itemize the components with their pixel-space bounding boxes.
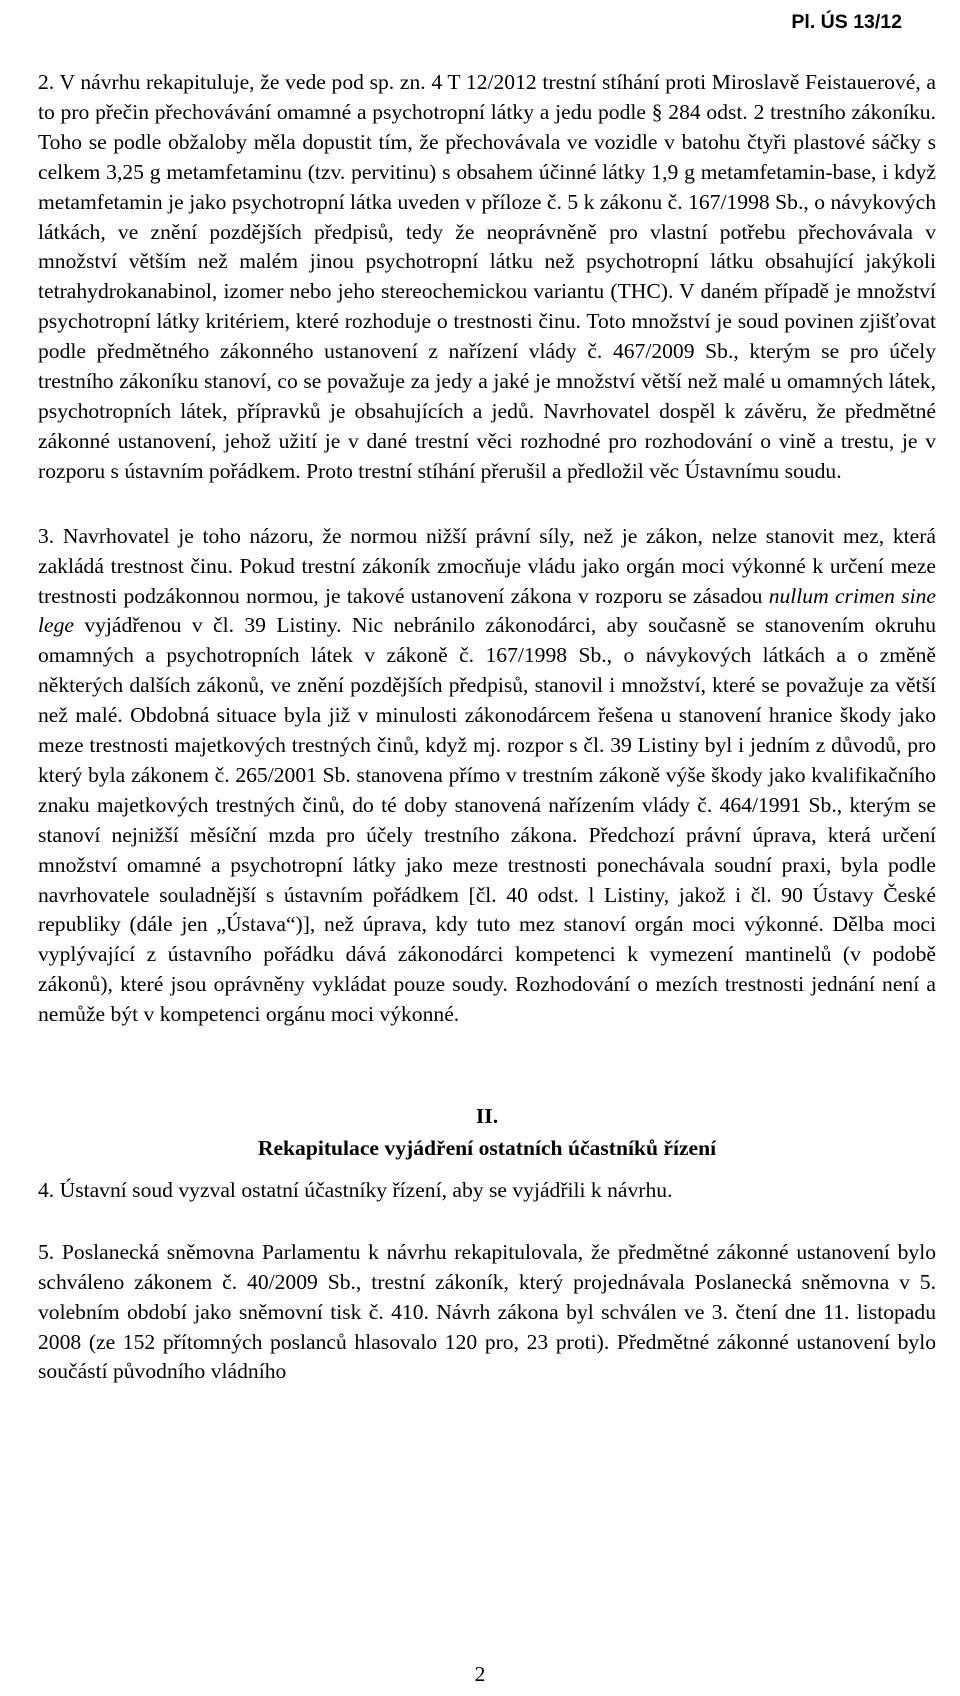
paragraph-5: 5. Poslanecká sněmovna Parlamentu k návrhu rekapitulovala, že předmětné zákonné ustanovení bylo schváleno zákonem č. 40/2009 Sb., trestní zákoník, který projednávala Poslanecká sněmovna v 5. volebním období jako sněmovní tisk č. 410. Návrh zákona byl schválen ve 3. čtení dne 11. listopadu 2008 (ze 152 přítomných poslanců hlasovalo 120 pro, 23 proti). Předmětné zákonné ustanovení bylo součástí původního vládního [38, 1239, 936, 1384]
latin-maxim: nullum crimen sine lege [38, 583, 937, 638]
paragraph-3 [38, 522, 936, 1030]
document-body [38, 68, 936, 1387]
paragraph-3-part-2: vyjádřenou v čl. 39 Listiny. Nic nebránilo zákonodárci, aby současně se stanovením okruhu omamných a psychotropních látek v zákoně č. 167/1998 Sb., o návykových látkách a o změně některých dalších zákonů, ve znění pozdějších předpisů, stanovil i množství, které se považuje za větší než malé. Obdobná situace byla již v minulosti zákonodárcem řešena u stanovení hranice škody jako meze trestnosti majetkových trestných činů, když mj. rozpor s čl. 39 Listiny byl i jedním z důvodů, pro který byla zákonem č. 265/2001 Sb. stanovena přímo v trestním zákoně výše škody jako kvalifikačního znaku majetkových trestných činů, do té doby stanovená nařízením vlády č. 464/1991 Sb., kterým se stanoví nejnižší měsíční mzda pro účely trestního zákona. Předchozí právní úprava, která určení množství omamné a psychotropní látky jako meze trestnosti ponechávala soudní praxi, byla podle navrhovatele souladnější s ústavním pořádkem [čl. 40 odst. l Listiny, jakož i čl. 90 Ústavy České republiky (dále jen „Ústava“)], než úprava, kdy tuto mez stanoví orgán moci výkonné. Dělba moci vyplývající z ústavního pořádku dává zákonodárci kompetenci k vymezení mantinelů (v podobě zákonů), které jsou oprávněny vykládat pouze soudy. Rozhodování o mezích trestnosti jednání není a nemůže být v kompetenci orgánu moci výkonné. [38, 613, 936, 1027]
section-title: Rekapitulace vyjádření ostatních účastníků řízení [257, 1136, 717, 1160]
section-number: II. [475, 1104, 499, 1129]
paragraph-3-part-1: 3. Navrhovatel je toho názoru, že normou nižší právní síly, než je zákon, nelze stanovit mez, která zakládá trestnost činu. Pokud trestní zákoník zmocňuje vládu jako orgán moci výkonné k určení meze trestnosti podzákonnou normou, je takové ustanovení zákona v rozporu se zásadou [38, 523, 936, 608]
case-reference: Pl. ÚS 13/12 [791, 11, 902, 33]
paragraph-2: 2. V návrhu rekapituluje, že vede pod sp. zn. 4 T 12/2012 trestní stíhání proti Miroslavě Feistauerové, a to pro přečin přechovávání omamné a psychotropní látky a jedu podle § 284 odst. 2 trestního zákoníku. Toho se podle obžaloby měla dopustit tím, že přechovávala ve vozidle v batohu čtyři plastové sáčky s celkem 3,25 g metamfetaminu (tzv. pervitinu) s obsahem účinné látky 1,9 g metamfetamin-base, i když metamfetamin je jako psychotropní látka uveden v příloze č. 5 k zákonu č. 167/1998 Sb., o návykových látkách, ve znění pozdějších předpisů, tedy že neoprávněně pro vlastní potřebu přechovávala v množství větším než malém jinou psychotropní látku než psychotropní látku obsahující jakýkoli tetrahydrokanabinol, izomer nebo jeho stereochemickou variantu (THC). V daném případě je množství psychotropní látky kritériem, které rozhoduje o trestnosti činu. Toto množství je soud povinen zjišťovat podle předmětného zákonného ustanovení z nařízení vlády č. 467/2009 Sb., kterým se pro účely trestního zákoníku stanoví, co se považuje za jedy a jaké je množství větší než malé u omamných látek, psychotropních látek, přípravků je obsahujících a jedů. Navrhovatel dospěl k závěru, že předmětné zákonné ustanovení, jehož užití je v dané trestní věci rozhodné pro rozhodování o vině a trestu, je v rozporu s ústavním pořádkem. Proto trestní stíhání přerušil a předložil věc Ústavnímu soudu. [38, 70, 936, 483]
paragraph-4: 4. Ústavní soud vyzval ostatní účastníky řízení, aby se vyjádřili k návrhu. [38, 1177, 673, 1202]
section-heading [38, 1102, 936, 1164]
page-number: 2 [474, 1662, 486, 1686]
